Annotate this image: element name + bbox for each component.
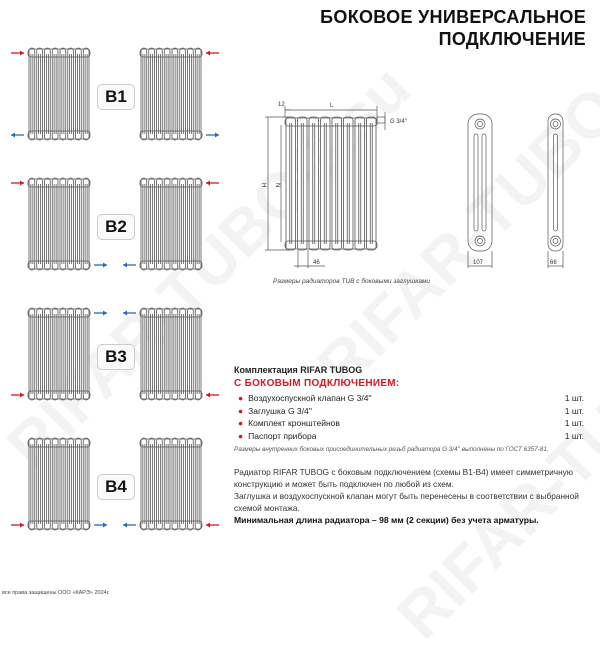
flow-arrow-icon [123, 263, 136, 268]
flow-arrow-icon [94, 263, 107, 268]
dim-h: H [260, 183, 266, 188]
flow-arrow-icon [94, 523, 107, 528]
kit-section [234, 365, 584, 453]
kit-note: Размеры внутренних боковых присоединительных резьб радиатора G 3/4'' выполнены по ГОСТ 6357-81. [234, 446, 549, 453]
title-line-2: ПОДКЛЮЧЕНИЕ [438, 29, 586, 49]
flow-arrow-icon [11, 523, 24, 528]
radiator-side-view-107 [468, 114, 492, 268]
radiator-front [285, 117, 377, 250]
radiator-side-view-66 [548, 114, 563, 268]
radiator-left-b1 [28, 48, 90, 140]
kit-item-qty: 1 шт. [564, 405, 584, 416]
kit-subheading: С БОКОВЫМ ПОДКЛЮЧЕНИЕМ: [234, 378, 400, 389]
drawing-caption: Размеры радиаторов TUB с боковыми заглушками [273, 278, 431, 285]
kit-item-qty: 1 шт. [564, 418, 584, 428]
dim-46: 46 [313, 260, 320, 266]
dim-n: N [274, 183, 280, 188]
radiator-left-b2 [28, 178, 90, 270]
kit-item [234, 392, 584, 405]
radiator-left-b3 [28, 308, 90, 400]
description [234, 466, 584, 526]
kit-item-name: Комплект кронштейнов [248, 418, 340, 428]
flow-arrow-icon [206, 523, 219, 528]
flow-arrow-icon [206, 51, 219, 56]
kit-item [234, 405, 584, 418]
copyright: все права защищены ООО «КАРЭ» 2024г. [2, 590, 110, 596]
dim-l: L [330, 103, 334, 109]
radiator-left-b4 [28, 438, 90, 530]
flow-arrow-icon [94, 311, 107, 316]
dim-107: 107 [473, 260, 484, 266]
flow-arrow-icon [11, 393, 24, 398]
scheme-label-b3: B3 [97, 344, 135, 370]
title-line-1: БОКОВОЕ УНИВЕРСАЛЬНОЕ [320, 7, 586, 27]
bullet-icon: ● [238, 393, 244, 403]
description-p3: Минимальная длина радиатора – 98 мм (2 секции) без учета арматуры. [234, 515, 539, 525]
kit-list [234, 392, 584, 442]
radiator-right-b2 [140, 178, 202, 270]
dim-66: 66 [550, 260, 557, 266]
radiator-front-view [285, 117, 377, 250]
scheme-label-b4: B4 [97, 474, 135, 500]
kit-item [234, 417, 584, 430]
page-title [320, 6, 586, 50]
flow-arrow-icon [206, 393, 219, 398]
bullet-icon: ● [238, 405, 244, 416]
flow-arrow-icon [123, 311, 136, 316]
kit-item-name: Воздухоспускной клапан G 3/4'' [248, 393, 372, 403]
kit-item-name: Паспорт прибора [248, 430, 317, 441]
radiator-right-b3 [140, 308, 202, 400]
kit-item-qty: 1 шт. [564, 393, 584, 403]
flow-arrow-icon [206, 181, 219, 186]
description-p1: Радиатор RIFAR TUBOG с боковым подключением (схемы B1-B4) имеет симметричную конструкцию и может быть подключен по любой из схем. [234, 467, 574, 489]
flow-arrow-icon [11, 51, 24, 56]
flow-arrow-icon [206, 133, 219, 138]
flow-arrow-icon [123, 523, 136, 528]
flow-arrow-icon [11, 181, 24, 186]
bullet-icon: ● [238, 430, 244, 441]
scheme-label-b2: B2 [97, 214, 135, 240]
kit-item [234, 430, 584, 443]
radiator-right-b1 [140, 48, 202, 140]
scheme-label-b1: B1 [97, 84, 135, 110]
kit-heading: Комплектация RIFAR TUBOG [234, 365, 363, 375]
radiator-right-b4 [140, 438, 202, 530]
kit-item-qty: 1 шт. [564, 430, 584, 441]
thread-label: G 3/4'' [390, 119, 407, 125]
bullet-icon: ● [238, 418, 244, 428]
flow-arrow-icon [11, 133, 24, 138]
dim-12: 12 [278, 102, 285, 108]
dimension-drawing [250, 90, 600, 280]
description-p2: Заглушка и воздухоспускной клапан могут быть перенесены в соответствии с выбранной схемой монтажа. [234, 491, 579, 513]
kit-item-name: Заглушка G 3/4'' [248, 405, 312, 416]
